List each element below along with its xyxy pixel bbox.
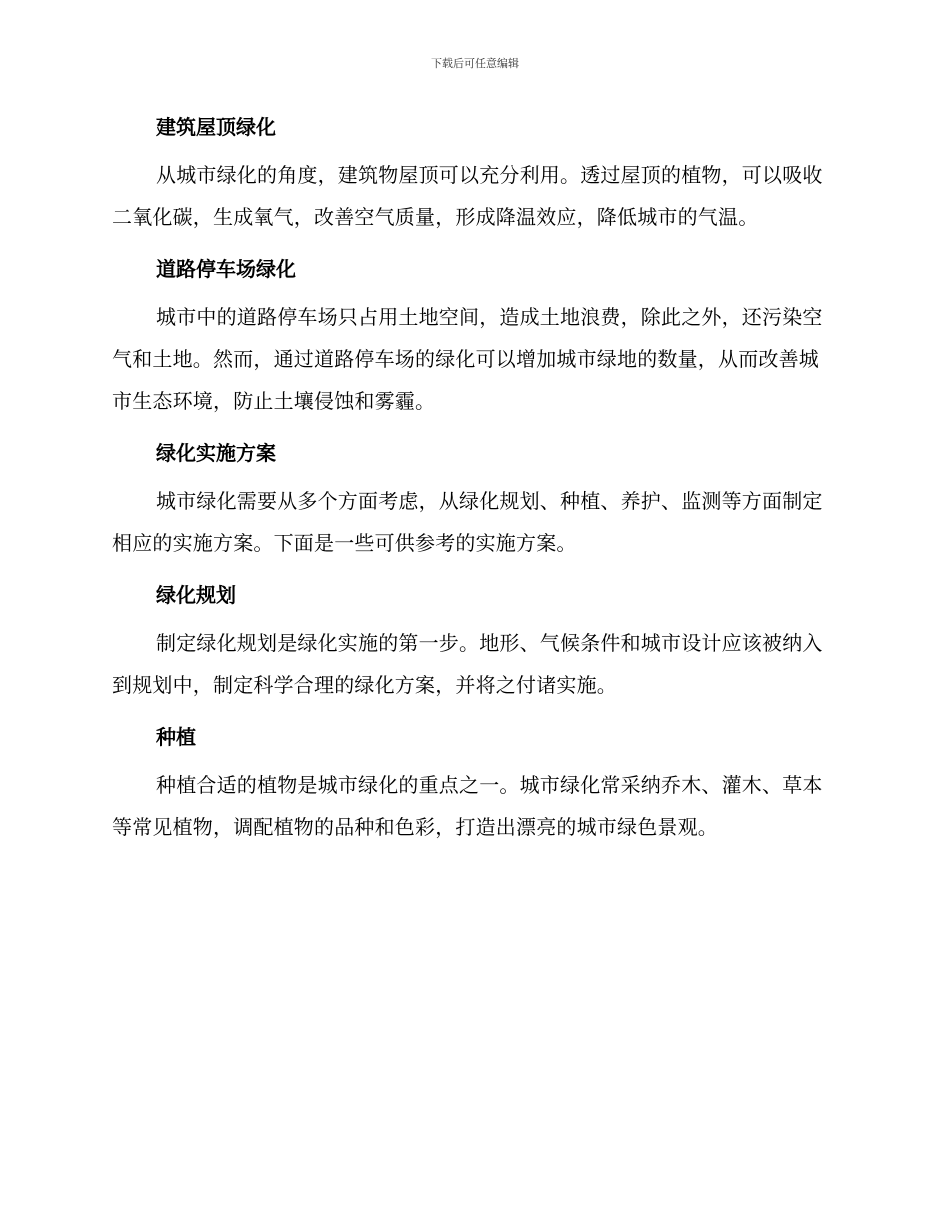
section-paragraph: 从城市绿化的角度，建筑物屋顶可以充分利用。透过屋顶的植物，可以吸收二氧化碳，生成氧气，改善空气质量，形成降温效应，降低城市的气温。 <box>112 163 823 229</box>
section-paragraph: 制定绿化规划是绿化实施的第一步。地形、气候条件和城市设计应该被纳入到规划中，制定科学合理的绿化方案，并将之付诸实施。 <box>112 631 823 697</box>
page-header: 下载后可任意编辑 <box>431 57 519 70</box>
section-greening-planning <box>112 576 832 706</box>
section-planting <box>112 718 832 848</box>
section-parking-greening <box>112 250 832 422</box>
section-implementation-plan <box>112 434 832 564</box>
section-heading: 道路停车场绿化 <box>156 257 296 281</box>
section-heading: 种植 <box>156 725 196 749</box>
section-heading: 建筑屋顶绿化 <box>156 115 276 139</box>
section-heading: 绿化规划 <box>156 583 236 607</box>
document-body <box>112 108 832 860</box>
section-paragraph: 城市中的道路停车场只占用土地空间，造成土地浪费，除此之外，还污染空气和土地。然而，通过道路停车场的绿化可以增加城市绿地的数量，从而改善城市生态环境，防止土壤侵蚀和雾霾。 <box>112 305 823 413</box>
section-heading: 绿化实施方案 <box>156 441 276 465</box>
section-paragraph: 种植合适的植物是城市绿化的重点之一。城市绿化常采纳乔木、灌木、草本等常见植物，调配植物的品种和色彩，打造出漂亮的城市绿色景观。 <box>112 773 823 839</box>
section-roof-greening <box>112 108 832 238</box>
section-paragraph: 城市绿化需要从多个方面考虑，从绿化规划、种植、养护、监测等方面制定相应的实施方案。下面是一些可供参考的实施方案。 <box>112 489 823 555</box>
